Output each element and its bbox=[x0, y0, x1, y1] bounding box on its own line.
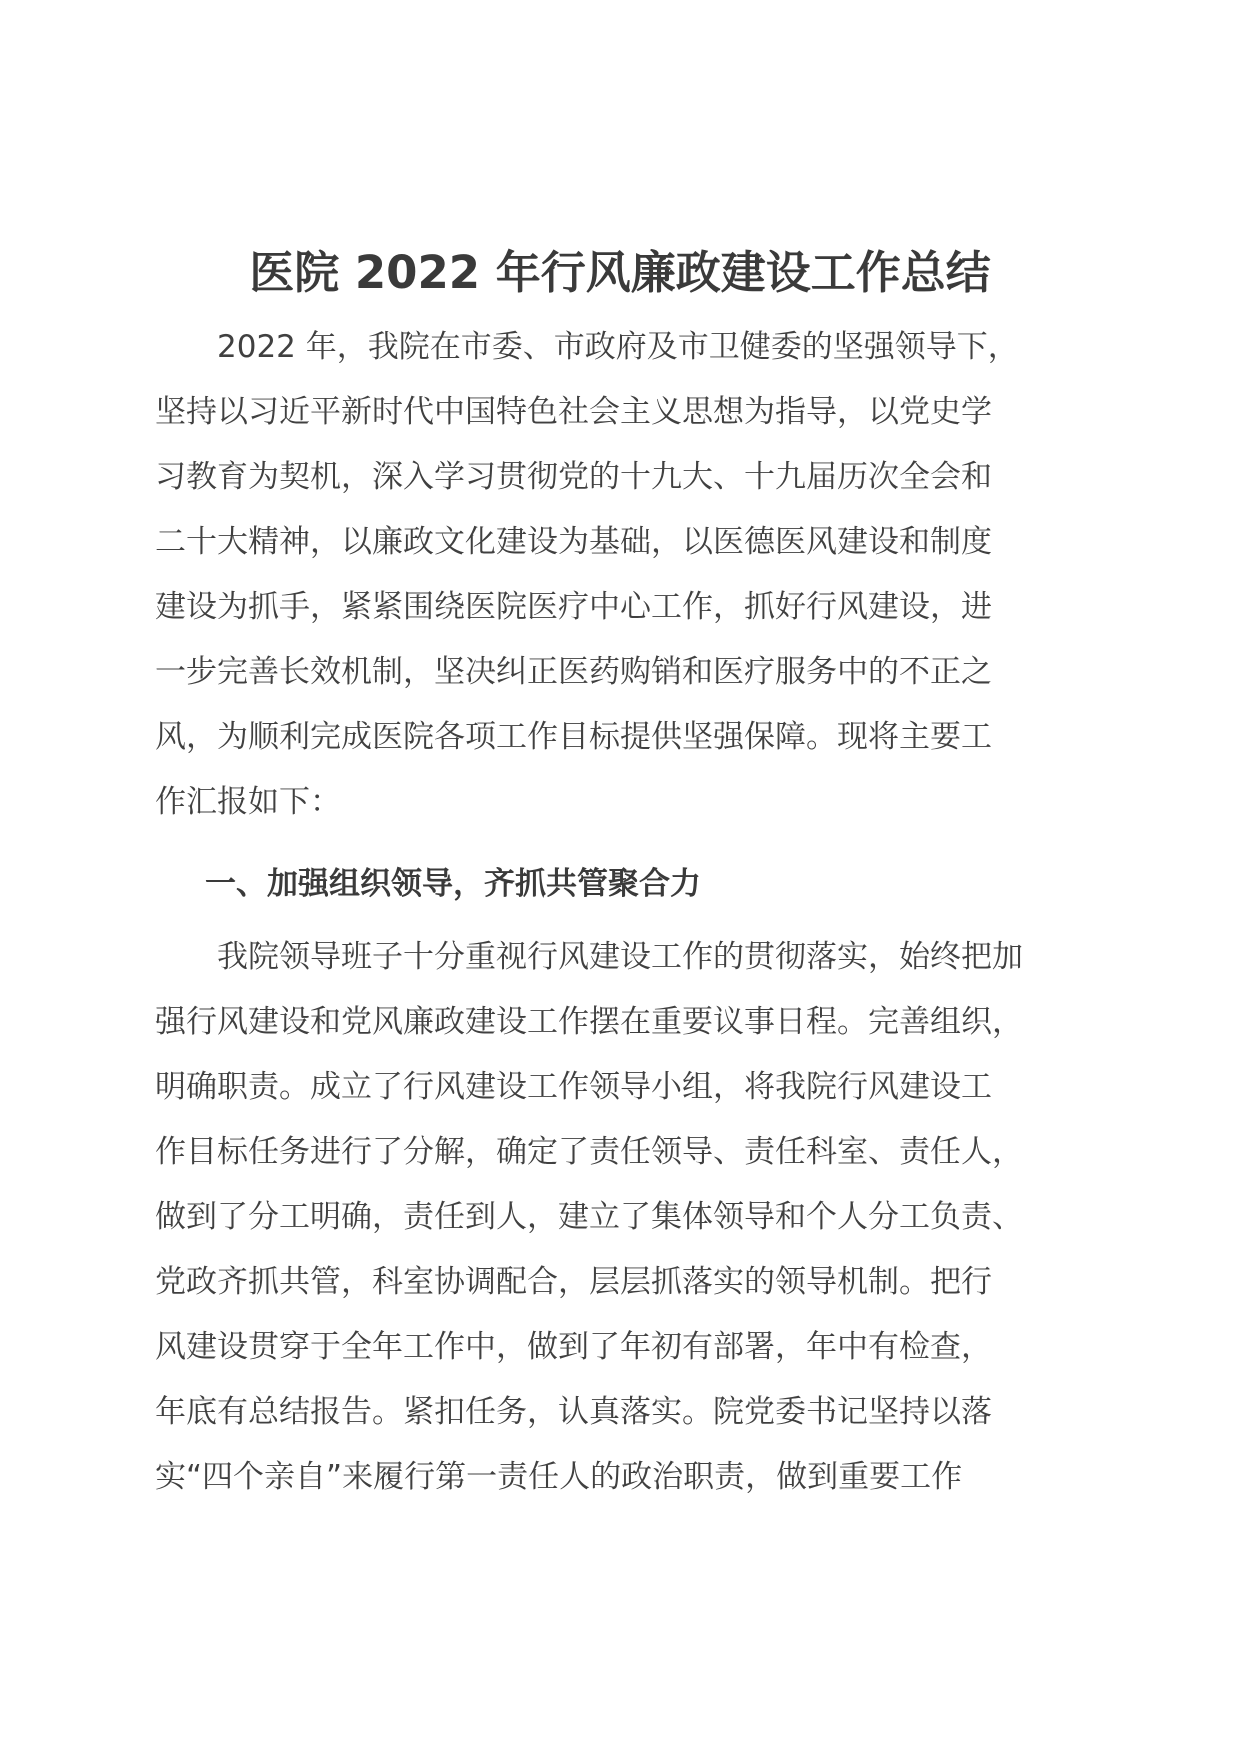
section-heading: 一、加强组织领导，齐抓共管聚合力 bbox=[205, 866, 701, 902]
section-line: 做到了分工明确，责任到人，建立了集体领导和个人分工负责、 bbox=[155, 1199, 1023, 1235]
section-line: 作目标任务进行了分解，确定了责任领导、责任科室、责任人， bbox=[155, 1134, 1023, 1170]
section-line: 强行风建设和党风廉政建设工作摆在重要议事日程。完善组织， bbox=[155, 1004, 1023, 1040]
intro-line: 坚持以习近平新时代中国特色社会主义思想为指导，以党史学 bbox=[155, 394, 992, 430]
section-line: 年底有总结报告。紧扣任务，认真落实。院党委书记坚持以落 bbox=[155, 1394, 992, 1430]
intro-paragraph bbox=[155, 315, 1095, 835]
document-title: 医院 2022 年行风廉政建设工作总结 bbox=[249, 246, 991, 299]
intro-line: 2022 年，我院在市委、市政府及市卫健委的坚强领导下， bbox=[217, 329, 1019, 365]
section-line: 我院领导班子十分重视行风建设工作的贯彻落实，始终把加 bbox=[217, 939, 1023, 975]
intro-line: 习教育为契机，深入学习贯彻党的十九大、十九届历次全会和 bbox=[155, 459, 992, 495]
section-line: 风建设贯穿于全年工作中，做到了年初有部署，年中有检查， bbox=[155, 1329, 992, 1365]
intro-line: 建设为抓手，紧紧围绕医院医疗中心工作，抓好行风建设，进 bbox=[155, 589, 992, 625]
intro-line: 风，为顺利完成医院各项工作目标提供坚强保障。现将主要工 bbox=[155, 719, 992, 755]
section-line: 实“四个亲自”来履行第一责任人的政治职责，做到重要工作 bbox=[155, 1459, 963, 1495]
section-line: 明确职责。成立了行风建设工作领导小组，将我院行风建设工 bbox=[155, 1069, 992, 1105]
intro-line: 作汇报如下： bbox=[155, 784, 341, 820]
intro-line: 二十大精神，以廉政文化建设为基础，以医德医风建设和制度 bbox=[155, 524, 992, 560]
section-paragraph bbox=[155, 925, 1095, 1510]
section-line: 党政齐抓共管，科室协调配合，层层抓落实的领导机制。把行 bbox=[155, 1264, 992, 1300]
intro-line: 一步完善长效机制，坚决纠正医药购销和医疗服务中的不正之 bbox=[155, 654, 992, 690]
